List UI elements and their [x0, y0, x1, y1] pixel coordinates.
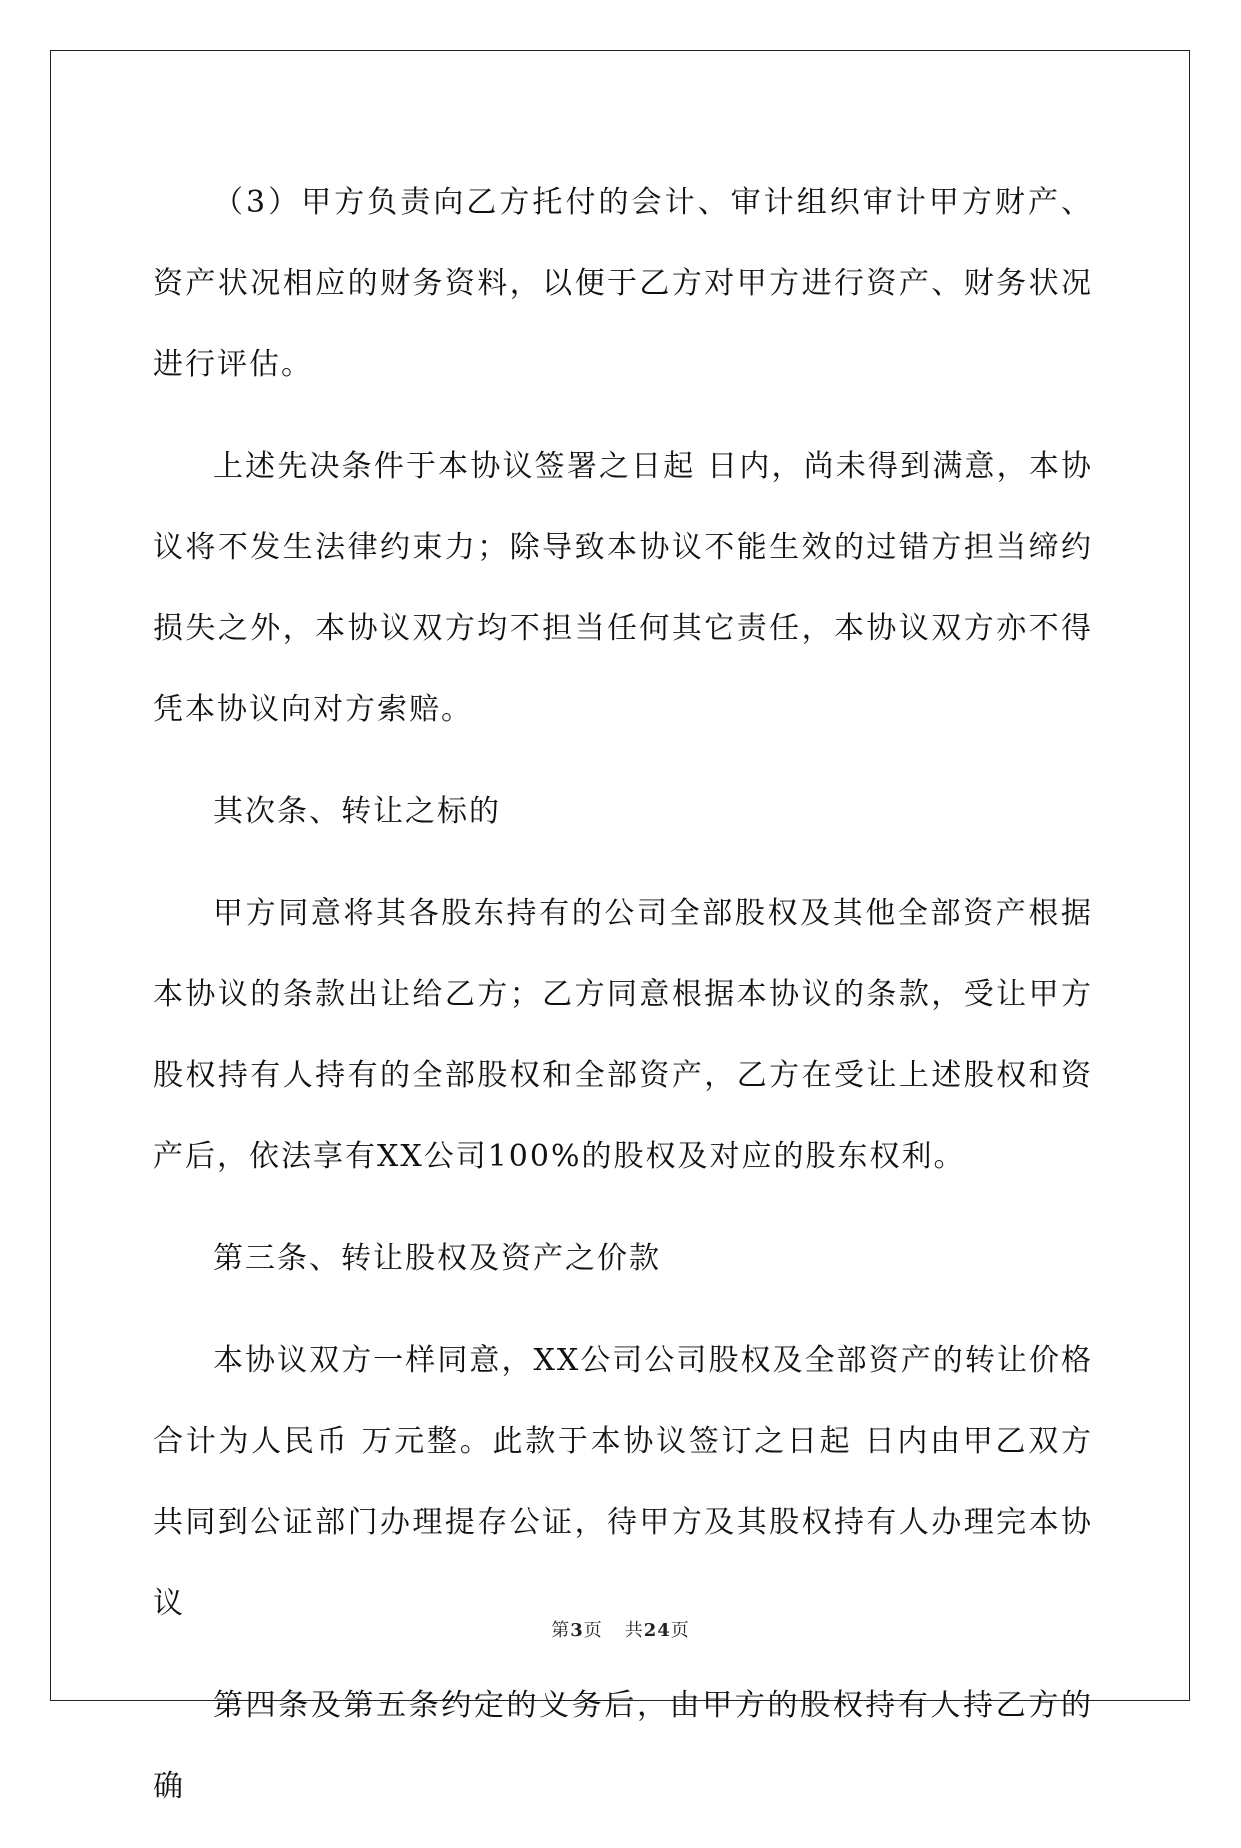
footer-total-prefix: 共 — [624, 1620, 644, 1641]
footer-prefix: 第 — [551, 1620, 571, 1641]
paragraph-condition-3: （3）甲方负责向乙方托付的会计、审计组织审计甲方财产、资产状况相应的财务资料，以便于乙方对甲方进行资产、财务状况进行评估。 — [153, 185, 1093, 382]
paragraph-articles-4-5: 第四条及第五条约定的义务后，由甲方的股权持有人持乙方的确 — [153, 1688, 1093, 1804]
document-body — [153, 162, 1093, 1848]
footer-total-suffix: 页 — [670, 1620, 690, 1641]
footer-page-word: 页 — [583, 1620, 603, 1641]
page-footer — [0, 1616, 1241, 1642]
current-page-number: 3 — [570, 1620, 584, 1641]
paragraph-transfer-price: 本协议双方一样同意，XX公司公司股权及全部资产的转让价格合计为人民币 万元整。此款于本协议签订之日起 日内由甲乙双方共同到公证部门办理提存公证，待甲方及其股权持有人办理完本协议 — [153, 1343, 1093, 1621]
paragraph-precondition-effect: 上述先决条件于本协议签署之日起 日内，尚未得到满意，本协议将不发生法律约束力；除导致本协议不能生效的过错方担当缔约损失之外，本协议双方均不担当任何其它责任，本协议双方亦不得凭本协议向对方索赔。 — [153, 449, 1093, 727]
heading-article-3: 第三条、转让股权及资产之价款 — [213, 1241, 661, 1276]
heading-article-2: 其次条、转让之标的 — [213, 794, 501, 829]
paragraph-transfer-subject: 甲方同意将其各股东持有的公司全部股权及其他全部资产根据本协议的条款出让给乙方；乙方同意根据本协议的条款，受让甲方股权持有人持有的全部股权和全部资产，乙方在受让上述股权和资产后，依法享有XX公司100%的股权及对应的股东权利。 — [153, 896, 1093, 1174]
total-pages-number: 24 — [643, 1620, 671, 1641]
